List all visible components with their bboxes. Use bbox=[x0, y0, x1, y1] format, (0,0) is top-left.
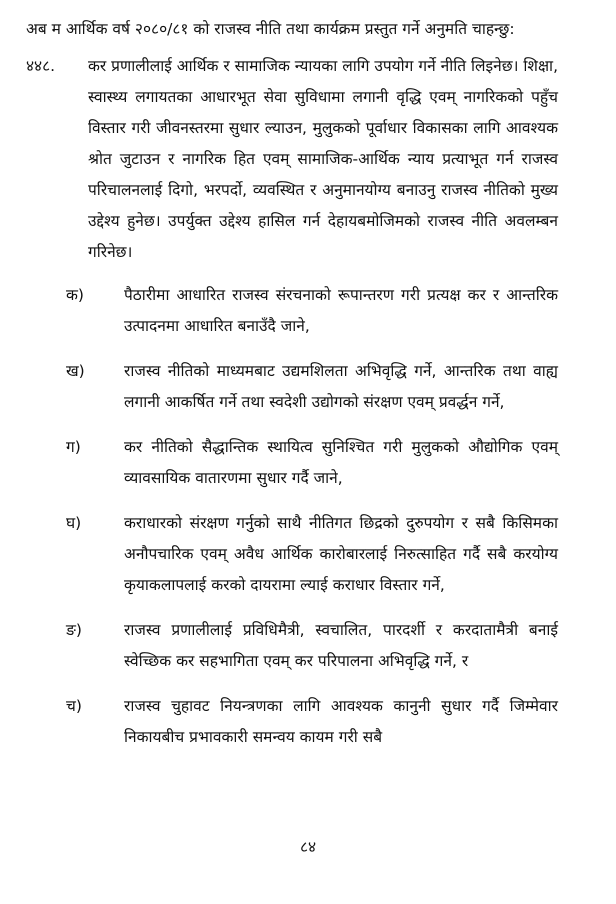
list-item-text: कर नीतिको सैद्धान्तिक स्थायित्व सुनिश्चित गरी मुलुकको औद्योगिक एवम् व्यावसायिक वातारणमा सुधार गर्दै जाने, bbox=[124, 438, 558, 487]
list-item bbox=[66, 615, 558, 677]
list-item-marker: क) bbox=[66, 286, 84, 304]
paragraph-448 bbox=[26, 51, 558, 268]
list-item-text: कराधारको संरक्षण गर्नुको साथै नीतिगत छिद्रको दुरुपयोग र सबै किसिमका अनौपचारिक एवम् अवैध आर्थिक कारोबारलाई निरुत्साहित गर्दै सबै करयोग्य कृयाकलापलाई करको दायरामा ल्याई कराधार विस्तार गर्ने, bbox=[124, 514, 558, 594]
list-item bbox=[66, 508, 558, 601]
list-item bbox=[66, 356, 558, 418]
intro-text: अब म आर्थिक वर्ष २०८०/८१ को राजस्व नीति तथा कार्यक्रम प्रस्तुत गर्ने अनुमति चाहन्छु: bbox=[26, 20, 515, 38]
list-item bbox=[66, 432, 558, 494]
list-item-marker: च) bbox=[66, 697, 82, 715]
policy-list bbox=[66, 280, 558, 753]
list-item bbox=[66, 280, 558, 342]
page-number: ८४ bbox=[299, 838, 317, 856]
list-item-text: राजस्व प्रणालीलाई प्रविधिमैत्री, स्वचालित, पारदर्शी र करदातामैत्री बनाई स्वेच्छिक कर सहभागिता एवम् कर परिपालना अभिवृद्धि गर्ने, र bbox=[124, 621, 558, 670]
document-page bbox=[26, 14, 558, 767]
list-item-text: पैठारीमा आधारित राजस्व संरचनाको रूपान्तरण गरी प्रत्यक्ष कर र आन्तरिक उत्पादनमा आधारित बनाउँदै जाने, bbox=[124, 286, 558, 335]
list-item-marker: घ) bbox=[66, 514, 82, 532]
paragraph-number: ४४८. bbox=[26, 57, 56, 75]
list-item bbox=[66, 691, 558, 753]
list-item-marker: ङ) bbox=[66, 621, 82, 639]
paragraph-text: कर प्रणालीलाई आर्थिक र सामाजिक न्यायका लागि उपयोग गर्ने नीति लिइनेछ। शिक्षा, स्वास्थ्य लगायतका आधारभूत सेवा सुविधामा लगानी वृद्धि एवम् नागरिकको पहुँच विस्तार गरी जीवनस्तरमा सुधार ल्याउन, मुलुकको पूर्वाधार विकासका लागि आवश्यक श्रोत जुटाउन र नागरिक हित एवम् सामाजिक-आर्थिक न्याय प्रत्याभूत गर्न राजस्व परिचालनलाई दिगो, भरपर्दो, व्यवस्थित र अनुमानयोग्य बनाउनु राजस्व नीतिको मुख्य उद्देश्य हुनेछ। उपर्युक्त उद्देश्य हासिल गर्न देहायबमोजिमको राजस्व नीति अवलम्बन गरिनेछ। bbox=[88, 57, 558, 261]
list-item-marker: ग) bbox=[66, 438, 81, 456]
list-item-text: राजस्व नीतिको माध्यमबाट उद्यमशिलता अभिवृद्धि गर्ने, आन्तरिक तथा वाह्य लगानी आकर्षित गर्ने तथा स्वदेशी उद्योगको संरक्षण एवम् प्रवर्द्धन गर्ने, bbox=[124, 362, 558, 411]
list-item-marker: ख) bbox=[66, 362, 85, 380]
list-item-text: राजस्व चुहावट नियन्त्रणका लागि आवश्यक कानुनी सुधार गर्दै जिम्मेवार निकायबीच प्रभावकारी समन्वय कायम गरी सबै bbox=[124, 697, 558, 746]
